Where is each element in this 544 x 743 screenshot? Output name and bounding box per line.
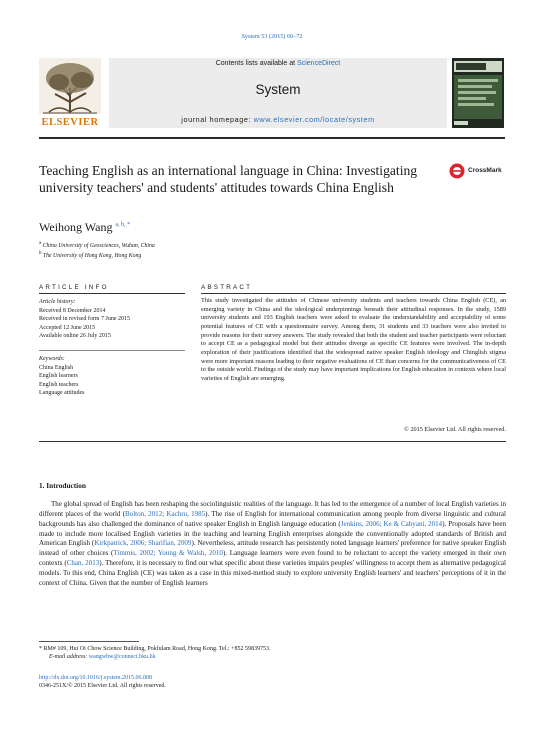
author-marks[interactable]: a, b, * [115, 222, 131, 228]
contents-prefix: Contents lists available at [215, 60, 298, 67]
copyright-notice: © 2015 Elsevier Ltd. All rights reserved. [404, 426, 506, 433]
citation-link[interactable]: Jenkins, 2006; Ke & Cahyani, 2014 [340, 519, 443, 528]
paragraph-text: ). Language learners were even found to be reluctant to accept the variety emerged in their own contexts ( [39, 549, 506, 568]
header-divider [39, 137, 505, 139]
crossmark-label: CrossMark [468, 167, 502, 174]
footnote-address-text: RM# 109, Hui Oi Chow Science Building, Pokfulam Road, Hong Kong. Tel.: +852 59839753. [43, 646, 271, 652]
paragraph-text: ). The rise of English for international communication among people from diverse linguistic and cultural backgrounds has also challenged the dominance of native speaker English in English language education ( [39, 509, 506, 528]
introduction-body [39, 500, 506, 589]
citation-link[interactable]: Bolton, 2012; Kachru, 1985 [124, 509, 206, 518]
abstract-heading: ABSTRACT [201, 284, 253, 291]
keywords-list [39, 355, 185, 398]
abstract-text: This study investigated the attitudes of Chinese university students and teachers towards China English (CE), an emerging variety in China and the ideological underpinnings beneath their attitudinal responses. In the study, 1589 university students and 193 English teachers were asked to evaluate the understandability and acceptability of some potential features of CE with a questionnaire survey. Among them, 31 students and 33 teachers were also invited to provide reasons for their survey answers. The study revealed that both the student and teacher participants were reluctant to accept CE as a pedagogical model but their attitudes diverge as specific CE features were involved. The in-depth exploration of their justifications identified that the widespread native speaker English ideology and Chinglish stigma were more important reasons leading to their negative evaluations of CE than concerns for the communicativeness of CE to the outside world. Findings of the study may have important implications for English education in contexts where local varieties of English are emerging. [201, 297, 506, 382]
affiliation-b: $^b$ The University of Hong Kong, Hong Kong [39, 251, 142, 260]
affiliation-a: $^a$ China University of Geosciences, Wuhan, China [39, 241, 155, 249]
history-revised: Received in revised form 7 June 2015 [39, 316, 130, 322]
corresponding-author-footnote [39, 645, 506, 661]
affiliations [39, 240, 155, 261]
footnote-divider [39, 641, 139, 642]
crossmark-badge[interactable] [449, 163, 509, 179]
article-info-divider [39, 293, 185, 294]
keyword: English learners [39, 373, 78, 379]
homepage-link[interactable]: www.elsevier.com/locate/system [253, 115, 375, 124]
history-received: Received 8 December 2014 [39, 307, 106, 314]
sciencedirect-link[interactable]: ScienceDirect [297, 60, 341, 67]
article-info-heading: ARTICLE INFO [39, 284, 109, 291]
journal-name: System [255, 82, 301, 97]
paragraph-text: The global spread of English has been reshaping the sociolinguistic realities of the language. It has led to the emergence of a number of local English varieties in different places of the world ( [39, 500, 506, 518]
author-name[interactable]: Weihong Wang [39, 220, 113, 234]
citation-link[interactable]: Kirkpatrick, 2006; Sharifian, 2009 [94, 539, 192, 548]
homepage-prefix: journal homepage: [181, 115, 254, 124]
article-title: Teaching English as an international language in China: Investigating university teachers' and students' attitudes towards China English [39, 163, 418, 195]
introduction-paragraph [39, 500, 506, 589]
contents-availability [109, 60, 447, 67]
keyword: English teachers [39, 381, 79, 388]
email-link[interactable]: wangwhw@connect.hku.hk [88, 654, 156, 661]
keywords-divider [39, 350, 185, 351]
doi-link[interactable]: http://dx.doi.org/10.1016/j.system.2015.06.008 [39, 675, 153, 681]
author-line [39, 220, 130, 235]
paragraph-text: ). Nevertheless, attitude research has persistently noted language learners' preference for native speaker English instead of other choices ( [39, 539, 506, 558]
history-label: Article history: [39, 299, 76, 305]
issn-line: 0346-251X/© 2015 Elsevier Ltd. All rights reserved. [39, 683, 166, 690]
abstract-bottom-divider [39, 441, 506, 442]
citation-link[interactable]: Timmis, 2002; Young & Walsh, 2010 [113, 549, 223, 558]
footnote-mark: * [39, 646, 42, 652]
paragraph-text: ). Proposals have been made to include more localised English varieties in the teaching and learning English enterprises alongside the conventionally adopted standards of British and American English ( [39, 519, 506, 548]
email-label: E-mail address: [49, 654, 89, 661]
journal-homepage [109, 115, 447, 124]
paragraph-text: ). Therefore, it is necessary to find out what specific about these varieties impairs peoples' willingness to accept them as alternative pedagogical models. To this end, China English (CE) was taken as a case in this mixed-method study to explore university English learners' and teachers' perceptions of it in the context of China. Given that the number of English learners [39, 559, 506, 587]
elsevier-wordmark: ELSEVIER [41, 117, 99, 128]
citation-link[interactable]: Chan, 2013 [66, 559, 100, 568]
article-history [39, 298, 185, 341]
footnote-address [39, 645, 506, 653]
section-heading-introduction: 1. Introduction [39, 481, 86, 490]
abstract-divider [201, 293, 506, 294]
keyword: China English [39, 364, 74, 371]
history-accepted: Accepted 12 June 2015 [39, 324, 96, 331]
history-online: Available online 26 July 2015 [39, 333, 111, 339]
crossmark-icon [449, 163, 465, 179]
footnote-email [39, 653, 506, 661]
journal-reference[interactable]: System 53 (2015) 60–72 [241, 33, 303, 40]
journal-cover-image [452, 58, 504, 128]
keywords-label: Keywords: [39, 356, 65, 362]
doi-block [39, 674, 166, 690]
keyword: Language attitudes [39, 390, 85, 396]
